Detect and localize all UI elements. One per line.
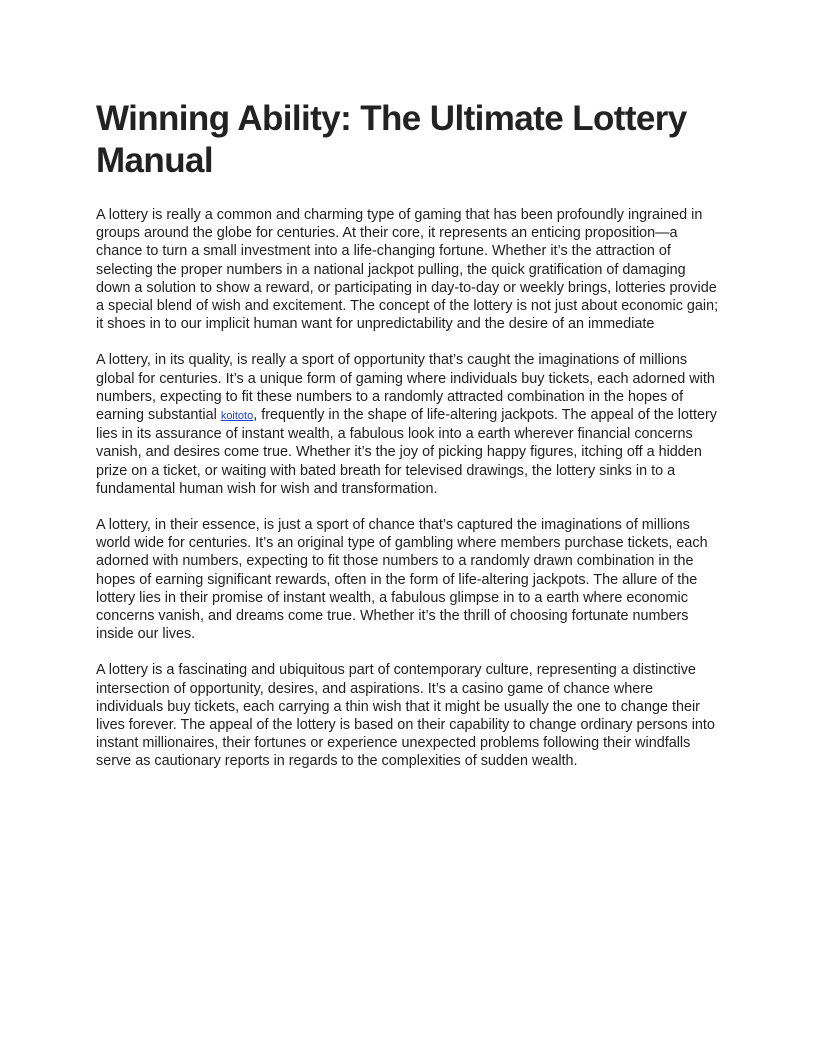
document-title: Winning Ability: The Ultimate Lottery Manual bbox=[96, 99, 687, 180]
paragraph-2-text-after-link: , frequently in the shape of life-altering jackpots. The appeal of the lottery lies in its assurance of instant wealth, a fabulous look into a earth wherever financial concerns vanish, and desires come true. Whether it’s the joy of picking happy figures, itching off a hidden prize on a ticket, or waiting with bated breath for televised drawings, the lottery sinks in to a fundamental human wish for wish and transformation. bbox=[96, 407, 717, 497]
paragraph-4: A lottery is a fascinating and ubiquitous part of contemporary culture, representing a distinctive intersection of opportunity, desires, and aspirations. It’s a casino game of chance where individuals buy tickets, each carrying a thin wish that it might be usually the one to change their lives forever. The appeal of the lottery is based on their capability to change ordinary persons into instant millionaires, their fortunes or experience unexpected problems following their windfalls serve as cautionary reports in regards to the complexities of sudden wealth. bbox=[96, 662, 715, 770]
paragraph-1: A lottery is really a common and charming type of gaming that has been profoundly ingrained in groups around the globe for centuries. At their core, it represents an enticing proposition—a chance to turn a small investment into a life-changing fortune. Whether it’s the attraction of selecting the proper numbers in a national jackpot pulling, the quick gratification of damaging down a solution to show a reward, or participating in day-to-day or weekly brings, lotteries provide a special blend of wish and excitement. The concept of the lottery is not just about economic gain; it shoes in to our implicit human want for unpredictability and the desire of an immediate bbox=[96, 207, 719, 333]
paragraph-2 bbox=[96, 351, 720, 498]
paragraph-2-text-before-link: A lottery, in its quality, is really a sport of opportunity that’s caught the imaginations of millions global for centuries. It’s a unique form of gaming where individuals buy tickets, each adorned with numbers, expecting to fit these numbers to a randomly attracted combination in the hopes of earning substantial bbox=[96, 352, 715, 424]
paragraph-3: A lottery, in their essence, is just a sport of chance that’s captured the imaginations of millions world wide for centuries. It’s an original type of gambling where members purchase tickets, each adorned with numbers, expecting to fit those numbers to a randomly drawn combination in the hopes of earning significant rewards, often in the form of life-altering jackpots. The allure of the lottery lies in their promise of instant wealth, a fabulous glimpse in to a earth where economic concerns vanish, and dreams come true. Whether it’s the thrill of choosing fortunate numbers inside our lives. bbox=[96, 517, 708, 643]
koitoto-link[interactable]: koitoto bbox=[220, 410, 254, 423]
document-page bbox=[96, 98, 720, 789]
